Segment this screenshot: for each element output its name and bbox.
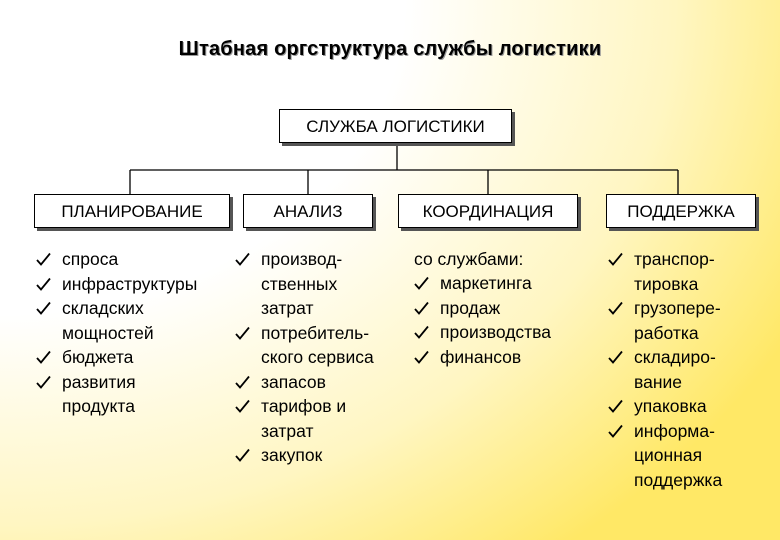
support-list: [608, 247, 722, 492]
list-item: [414, 345, 551, 370]
list-item: [608, 345, 722, 370]
checkmark-icon: [235, 321, 253, 340]
list-item: [235, 345, 374, 370]
list-item-text: поддержка: [634, 469, 723, 490]
checkmark-icon: [36, 272, 54, 291]
list-item-text: инфраструктуры: [62, 273, 198, 294]
list-item: [608, 296, 722, 321]
checkmark-icon: [36, 296, 54, 315]
list-item: [235, 272, 374, 297]
list-item: [36, 247, 197, 272]
planning-list: [36, 247, 197, 419]
list-item: [608, 247, 722, 272]
list-item-text: транспор-: [634, 249, 715, 269]
checkmark-icon: [235, 370, 253, 389]
box-planning: ПЛАНИРОВАНИЕ: [34, 194, 230, 228]
list-item: [36, 272, 197, 297]
list-item: [235, 296, 374, 321]
list-item-text: производ-: [261, 249, 343, 269]
box-analysis: АНАЛИЗ: [243, 194, 373, 228]
box-support: ПОДДЕРЖКА: [606, 194, 756, 228]
list-item: [235, 370, 374, 395]
list-item: [608, 468, 722, 493]
list-item-text: грузопере-: [634, 298, 721, 318]
checkmark-icon: [414, 271, 432, 290]
list-item-text: продаж: [440, 297, 501, 318]
list-item-text: затрат: [261, 420, 314, 441]
checkmark-icon: [36, 345, 54, 364]
list-item-text: ственных: [261, 273, 338, 294]
list-item: [36, 394, 197, 419]
list-item-text: складских: [62, 298, 144, 318]
list-item: [608, 272, 722, 297]
list-item-text: ционная: [634, 445, 703, 465]
list-item: [235, 247, 374, 272]
list-item: [414, 271, 551, 296]
list-item-text: бюджета: [62, 347, 134, 367]
list-item-text: запасов: [261, 371, 326, 392]
box-coordination: КООРДИНАЦИЯ: [398, 194, 578, 228]
checkmark-icon: [414, 345, 432, 364]
coordination-list: [414, 271, 551, 369]
checkmark-icon: [414, 320, 432, 339]
checkmark-icon: [414, 296, 432, 315]
list-item-text: упаковка: [634, 396, 707, 416]
checkmark-icon: [235, 394, 253, 413]
list-item: [414, 320, 551, 345]
diagram-title: Штабная оргструктура службы логистики: [178, 38, 602, 60]
list-item-text: ского сервиса: [261, 347, 374, 367]
list-item-text: информа-: [634, 420, 715, 441]
list-item: [235, 443, 374, 468]
list-item-text: мощностей: [62, 322, 154, 343]
list-item-text: потребитель-: [261, 322, 370, 343]
coordination-intro: со службами:: [414, 249, 524, 269]
list-item-text: производства: [440, 322, 551, 342]
list-item: [608, 321, 722, 346]
list-item: [414, 296, 551, 321]
list-item-text: развития: [62, 371, 136, 392]
list-item: [36, 321, 197, 346]
list-item: [36, 296, 197, 321]
list-item-text: тарифов и: [261, 396, 347, 416]
list-item: [235, 419, 374, 444]
checkmark-icon: [608, 419, 626, 438]
list-item-text: продукта: [62, 396, 135, 416]
checkmark-icon: [608, 394, 626, 413]
checkmark-icon: [235, 443, 253, 462]
checkmark-icon: [608, 296, 626, 315]
list-item: [36, 345, 197, 370]
checkmark-icon: [608, 345, 626, 364]
checkmark-icon: [36, 370, 54, 389]
list-item-text: работка: [634, 322, 699, 343]
list-item-text: маркетинга: [440, 273, 532, 293]
list-item: [235, 394, 374, 419]
list-item: [608, 394, 722, 419]
list-item: [608, 419, 722, 444]
list-item-text: вание: [634, 371, 683, 392]
list-item: [608, 443, 722, 468]
list-item-text: затрат: [261, 298, 314, 318]
list-item: [36, 370, 197, 395]
list-item-text: спроса: [62, 249, 119, 269]
analysis-list: [235, 247, 374, 468]
checkmark-icon: [608, 247, 626, 266]
root-box-logistics: СЛУЖБА ЛОГИСТИКИ: [279, 109, 512, 143]
list-item-text: складиро-: [634, 347, 716, 367]
list-item: [608, 370, 722, 395]
list-item-text: закупок: [261, 445, 323, 465]
checkmark-icon: [235, 247, 253, 266]
list-item: [235, 321, 374, 346]
list-item-text: тировка: [634, 273, 699, 294]
list-item-text: финансов: [440, 346, 522, 367]
checkmark-icon: [36, 247, 54, 266]
